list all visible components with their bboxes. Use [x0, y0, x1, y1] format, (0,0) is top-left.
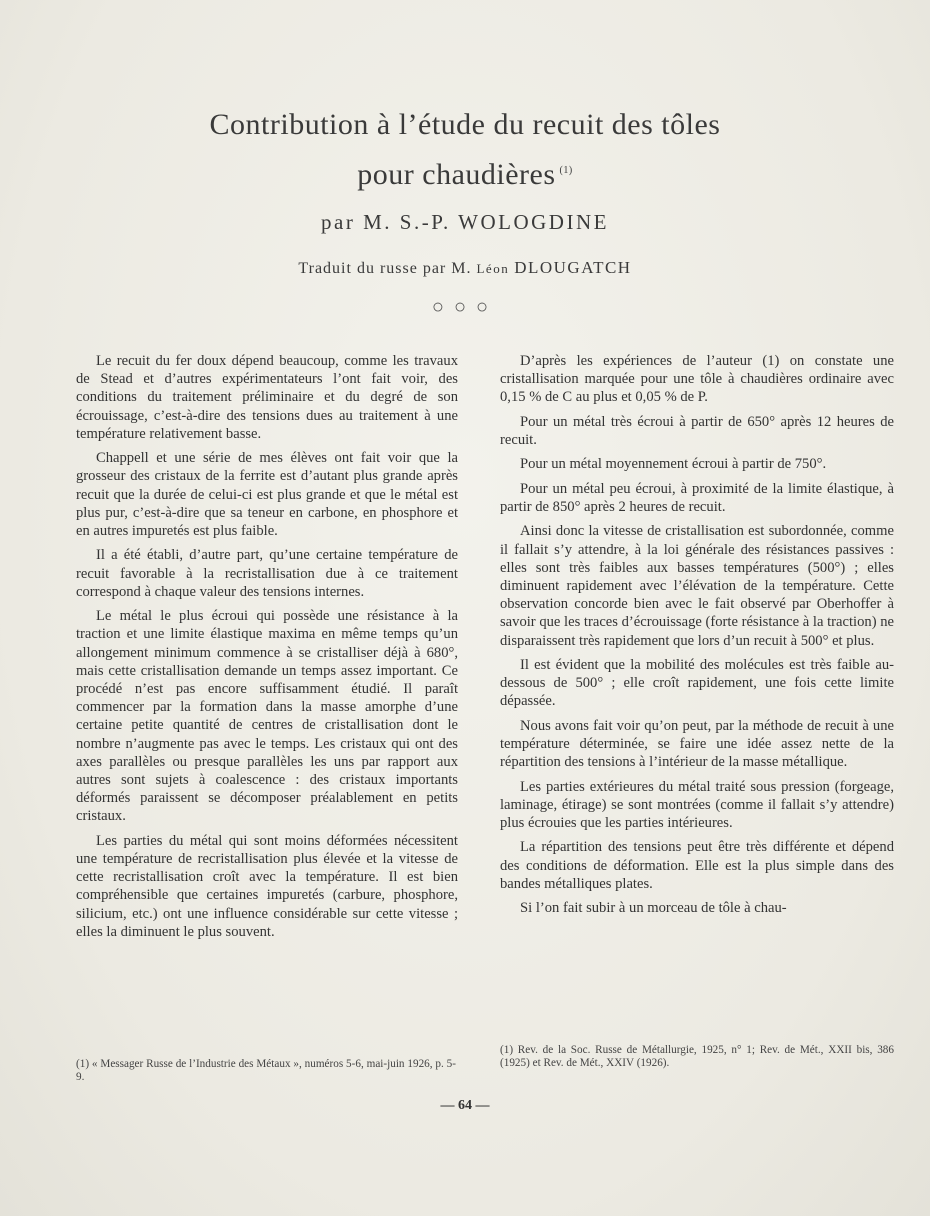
paragraph: Si l’on fait subir à un morceau de tôle à chau- [520, 900, 787, 917]
translator-line [0, 258, 930, 278]
paragraph: Pour un métal très écroui à partir de 650° après 12 heures de recuit. [500, 413, 894, 448]
paragraph: Le recuit du fer doux dépend beaucoup, comme les travaux de Stead et d’autres expérimentateurs l’ont fait voir, des conditions du traitement préliminaire et du degré de son écrouissage, c’est-à-dire des tensions dues au traitement à une température relativement basse. [76, 353, 458, 442]
left-column [76, 352, 458, 947]
paragraph: Les parties du métal qui sont moins déformées nécessitent une température de recristallisation plus élevée et la vitesse de cette recristallisation croît avec la température. Il est bien compréhensible que certaines impuretés (carbure, phosphore, silicium, etc.) ont une influence considérable sur cette vitesse ; elles la diminuent le plus souvent. [76, 832, 458, 940]
paragraph: Chappell et une série de mes élèves ont fait voir que la grosseur des cristaux de la ferrite est d’autant plus grande après recuit que la durée de celui-ci est plus grande et que le métal est plus pur, c’est-à-dire que sa teneur en carbone, en phosphore et en autres impuretés est plus faible. [76, 450, 458, 540]
right-column [500, 352, 894, 924]
paragraph: Pour un métal moyennement écroui à partir de 750°. [520, 456, 827, 473]
author-line: par M. S.-P. WOLOGDINE [321, 210, 609, 234]
page-number: — 64 — [440, 1098, 490, 1113]
article-title-line2 [0, 158, 930, 192]
article-title-line1: Contribution à l’étude du recuit des tôles [209, 108, 721, 141]
paragraph: Il a été établi, d’autre part, qu’une certaine température de recuit favorable à la recristallisation due à ce traitement correspond à chaque valeur des tensions internes. [76, 547, 458, 600]
title-footnote-mark: (1) [559, 165, 573, 176]
footnote-right: (1) Rev. de la Soc. Russe de Métallurgie, 1925, n° 1; Rev. de Mét., XXII bis, 386 (1925) et Rev. de Mét., XXIV (1926). [500, 1044, 894, 1069]
paragraph: Les parties extérieures du métal traité sous pression (forgeage, laminage, étirage) se sont montrées (comme il fallait s’y attendre) plus écrouies que les parties intérieures. [500, 778, 894, 831]
paragraph: La répartition des tensions peut être très différente et dépend des conditions de déformation. Elle est la plus simple dans des bandes métalliques plates. [500, 839, 894, 892]
article-title-text: pour chaudières [357, 158, 556, 191]
footnote-left: (1) « Messager Russe de l’Industrie des Métaux », numéros 5-6, mai-juin 1926, p. 5-9. [76, 1058, 456, 1083]
translator-last-name: DLOUGATCH [514, 258, 632, 277]
paragraph: Ainsi donc la vitesse de cristallisation est subordonnée, comme il fallait s’y attendre, à la loi générale des résistances passives : elles sont très faibles aux basses températures (500°) ; elles diminuent rapidement avec l’élévation de la température. Cette observation concorde bien avec le fait observé par Oberhoffer à savoir que les traces d’écrouissage (forte résistance à la traction) ne disparaissent très rapidement que lors d’un recuit à 500° et plus. [500, 523, 894, 649]
paragraph: Pour un métal peu écroui, à proximité de la limite élastique, à partir de 850° après 2 heures de recuit. [500, 480, 894, 515]
translator-prefix: Traduit du russe par M. [298, 260, 472, 277]
paragraph: Le métal le plus écroui qui possède une résistance à la traction et une limite élastique maxima en même temps qu’un allongement minimum commence à se cristalliser déjà à 680°, mais cette cristallisation demande un temps assez important. Ce procédé n’est pas encore suffisamment étudié. Il paraît commencer par la formation dans la masse amorphe d’une certaine petite quantité de centres de cristallisation dont le nombre n’augmente pas avec le temps. Les cristaux qui ont des axes parallèles ou presque parallèles les uns par rapport aux autres sont sujets à coalescence : des cristaux importants déformés paraissent se décomposer préalablement en petits cristaux. [76, 608, 458, 825]
translator-first-name: Léon [476, 261, 510, 276]
section-ornament: ○○○ [431, 296, 499, 318]
paragraph: D’après les expériences de l’auteur (1) on constate une cristallisation marquée pour une tôle à chaudières ordinaire avec 0,15 % de C au plus et 0,05 % de P. [500, 353, 894, 406]
paragraph: Il est évident que la mobilité des molécules est très faible au-dessous de 500° ; elle croît rapidement, une fois cette limite dépassée. [500, 656, 894, 710]
paragraph: Nous avons fait voir qu’on peut, par la méthode de recuit à une température déterminée, se faire une idée assez nette de la répartition des tensions à l’intérieur de la masse métallique. [500, 717, 894, 771]
